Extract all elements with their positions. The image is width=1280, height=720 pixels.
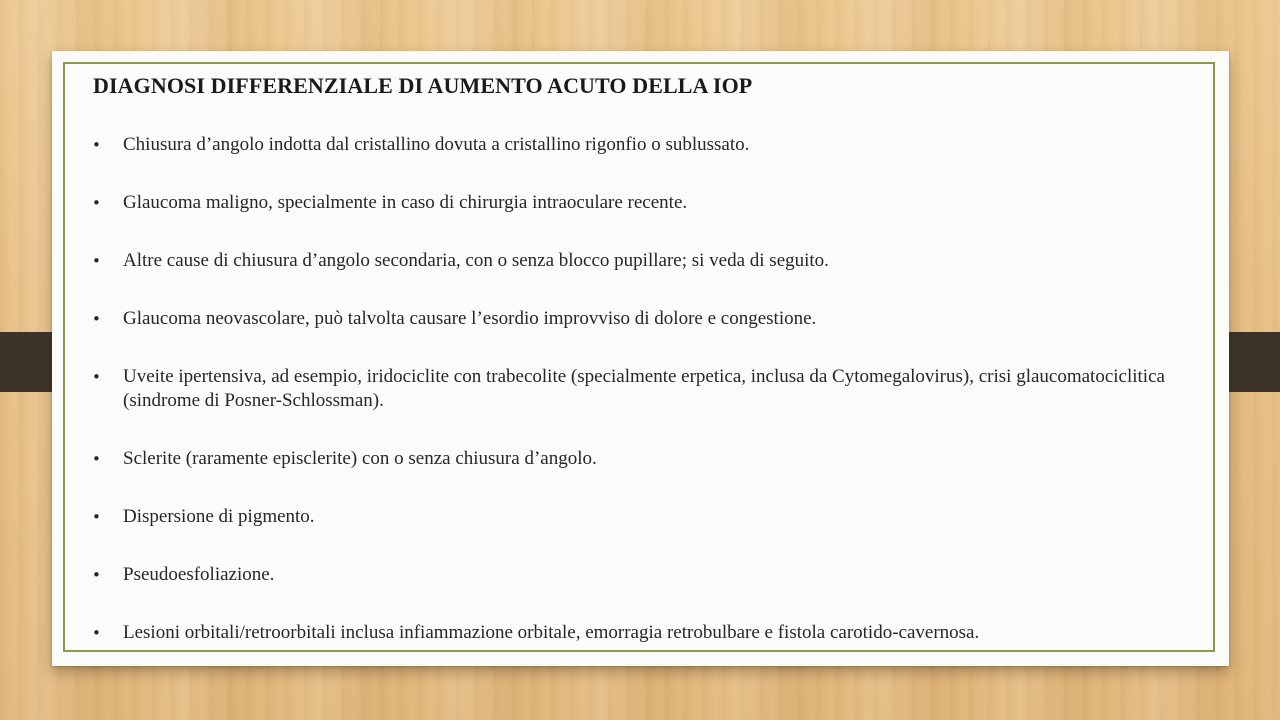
bullet-item bbox=[92, 563, 1182, 587]
bullet-text: • Chiusura d’angolo indotta dal cristallino dovuta a cristallino rigonfio o sublussato. bbox=[123, 134, 750, 155]
bullet-list bbox=[92, 133, 1182, 679]
bullet-text: • Pseudoesfoliazione. bbox=[123, 564, 275, 585]
bullet-text: • Uveite ipertensiva, ad esempio, iridociclite con trabecolite (specialmente erpetica, inclusa da Cytomegalovirus), crisi glaucomatociclitica (sindrome di Posner-Schlossman). bbox=[123, 366, 1165, 411]
slide-card bbox=[52, 51, 1229, 666]
bullet-item bbox=[92, 307, 1182, 331]
bullet-item bbox=[92, 447, 1182, 471]
bullet-item bbox=[92, 133, 1182, 157]
bullet-item bbox=[92, 249, 1182, 273]
bullet-text: • Glaucoma maligno, specialmente in caso di chirurgia intraoculare recente. bbox=[123, 192, 688, 213]
bullet-item bbox=[92, 191, 1182, 215]
bullet-text: • Altre cause di chiusura d’angolo secondaria, con o senza blocco pupillare; si veda di seguito. bbox=[123, 250, 829, 271]
bullet-text: • Dispersione di pigmento. bbox=[123, 506, 315, 527]
bullet-text: • Sclerite (raramente episclerite) con o senza chiusura d’angolo. bbox=[123, 448, 597, 469]
bullet-text: • Lesioni orbitali/retroorbitali inclusa infiammazione orbitale, emorragia retrobulbare e fistola carotido-cavernosa. bbox=[123, 622, 980, 643]
slide-title: DIAGNOSI DIFFERENZIALE DI AUMENTO ACUTO DELLA IOP bbox=[93, 73, 753, 98]
bullet-item bbox=[92, 505, 1182, 529]
bullet-text: • Glaucoma neovascolare, può talvolta causare l’esordio improvviso di dolore e congestione. bbox=[123, 308, 817, 329]
bullet-item bbox=[92, 621, 1182, 645]
bullet-item bbox=[92, 365, 1182, 413]
